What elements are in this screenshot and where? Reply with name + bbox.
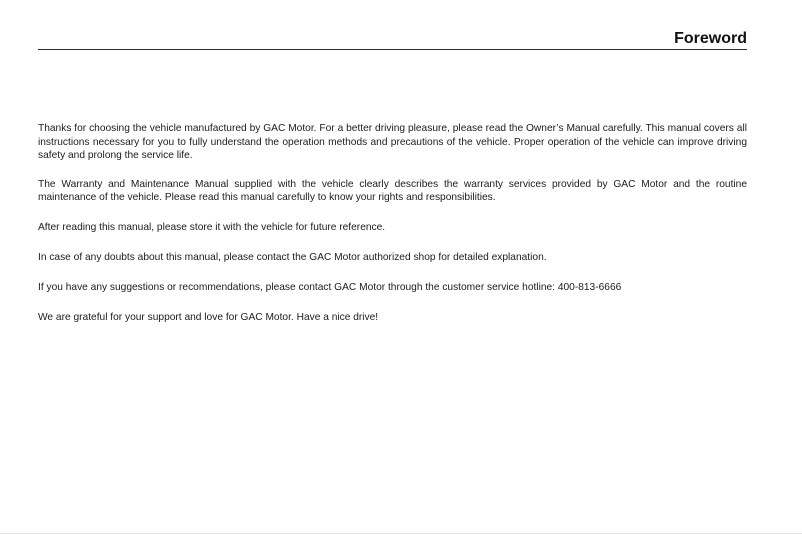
paragraph-warranty: The Warranty and Maintenance Manual supplied with the vehicle clearly describes the warranty services provided by GAC Motor and the routine maintenance of the vehicle. Please read this manual carefully to know your rights and responsibilities.	[38, 178, 747, 204]
paragraph-intro: Thanks for choosing the vehicle manufactured by GAC Motor. For a better driving pleasure, please read the Owner’s Manual carefully. This manual covers all instructions necessary for you to fully understand the operation methods and precautions of the vehicle. Proper operation of the vehicle can improve driving safety and prolong the service life.	[38, 123, 747, 162]
paragraph-doubts: In case of any doubts about this manual, please contact the GAC Motor authorized shop for detailed explanation.	[38, 251, 547, 263]
paragraph-storage: After reading this manual, please store it with the vehicle for future reference.	[38, 221, 386, 233]
foreword-body	[38, 122, 747, 324]
paragraph-closing: We are grateful for your support and love for GAC Motor. Have a nice drive!	[38, 311, 379, 323]
paragraph-hotline: If you have any suggestions or recommendations, please contact GAC Motor through the customer service hotline: 400-813-6666	[38, 282, 622, 294]
page-header	[38, 28, 747, 50]
bottom-divider	[0, 533, 802, 534]
page-title: Foreword	[674, 30, 747, 47]
